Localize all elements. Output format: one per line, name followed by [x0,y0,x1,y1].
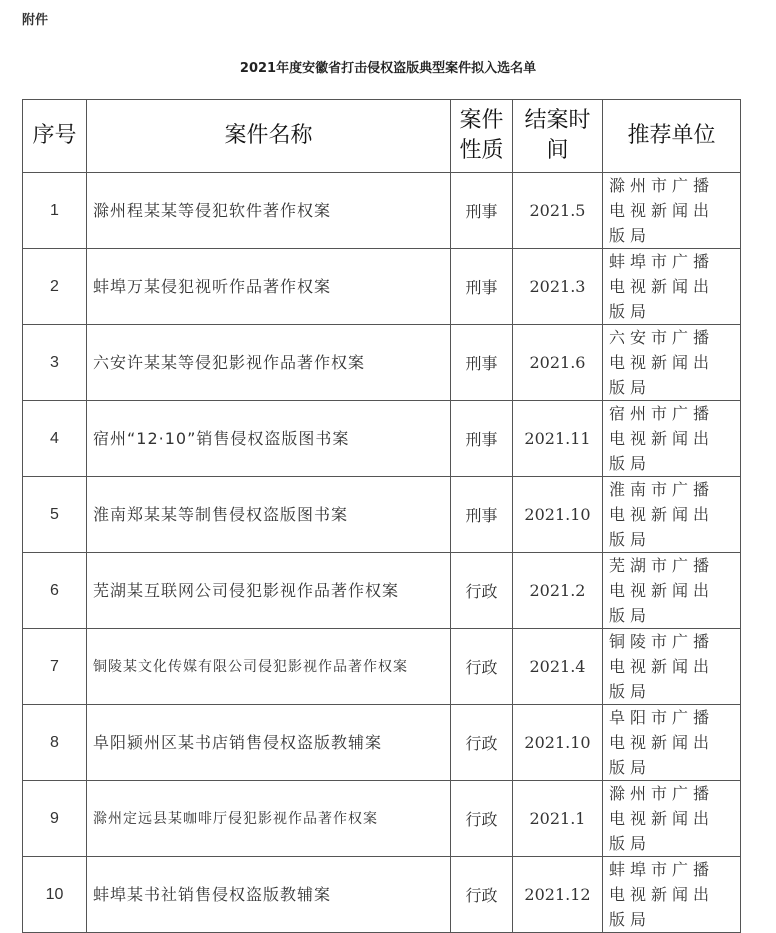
table-row [23,401,741,477]
document-title: 2021年度安徽省打击侵权盗版典型案件拟入选名单 [239,61,537,76]
row-case-name: 宿州“12·10”销售侵权盗版图书案 [87,401,451,477]
row-serial: 5 [23,477,87,553]
row-nature: 刑事 [451,477,513,553]
row-recommending-unit: 阜阳市广播电视新闻出版局 [603,705,741,781]
row-closing-time: 2021.12 [513,857,603,933]
row-recommending-unit: 蚌埠市广播电视新闻出版局 [603,857,741,933]
table-row [23,477,741,553]
row-closing-time: 2021.11 [513,401,603,477]
row-case-name: 阜阳颍州区某书店销售侵权盗版教辅案 [87,705,451,781]
row-nature: 刑事 [451,249,513,325]
row-closing-time: 2021.10 [513,477,603,553]
header-case-name: 案件名称 [87,100,451,173]
row-recommending-unit: 六安市广播电视新闻出版局 [603,325,741,401]
row-nature: 刑事 [451,173,513,249]
row-closing-time: 2021.5 [513,173,603,249]
row-closing-time: 2021.3 [513,249,603,325]
row-recommending-unit: 蚌埠市广播电视新闻出版局 [603,249,741,325]
table-row [23,629,741,705]
row-case-name: 滁州程某某等侵犯软件著作权案 [87,173,451,249]
row-closing-time: 2021.1 [513,781,603,857]
cases-table [22,99,741,933]
row-case-name: 蚌埠某书社销售侵权盗版教辅案 [87,857,451,933]
row-nature: 行政 [451,705,513,781]
row-nature: 行政 [451,781,513,857]
row-serial: 6 [23,553,87,629]
table-row [23,705,741,781]
row-serial: 3 [23,325,87,401]
row-recommending-unit: 滁州市广播电视新闻出版局 [603,781,741,857]
header-serial: 序号 [23,100,87,173]
row-recommending-unit: 芜湖市广播电视新闻出版局 [603,553,741,629]
row-serial: 8 [23,705,87,781]
row-case-name: 芜湖某互联网公司侵犯影视作品著作权案 [87,553,451,629]
row-nature: 行政 [451,553,513,629]
table-row [23,173,741,249]
attachment-label: 附件 [22,13,49,28]
table-row [23,249,741,325]
table-row [23,857,741,933]
row-serial: 7 [23,629,87,705]
header-nature: 案件性质 [451,100,513,173]
table-row [23,781,741,857]
row-closing-time: 2021.6 [513,325,603,401]
row-serial: 4 [23,401,87,477]
row-nature: 行政 [451,857,513,933]
row-case-name: 蚌埠万某侵犯视听作品著作权案 [87,249,451,325]
row-recommending-unit: 淮南市广播电视新闻出版局 [603,477,741,553]
row-nature: 行政 [451,629,513,705]
row-case-name: 滁州定远县某咖啡厅侵犯影视作品著作权案 [87,781,451,857]
table-row [23,325,741,401]
row-serial: 9 [23,781,87,857]
row-recommending-unit: 铜陵市广播电视新闻出版局 [603,629,741,705]
row-closing-time: 2021.2 [513,553,603,629]
row-serial: 10 [23,857,87,933]
row-nature: 刑事 [451,401,513,477]
row-recommending-unit: 宿州市广播电视新闻出版局 [603,401,741,477]
row-serial: 1 [23,173,87,249]
row-serial: 2 [23,249,87,325]
row-case-name: 六安许某某等侵犯影视作品著作权案 [87,325,451,401]
table-header-row [23,100,741,173]
row-closing-time: 2021.10 [513,705,603,781]
row-case-name: 淮南郑某某等制售侵权盗版图书案 [87,477,451,553]
table-row [23,553,741,629]
row-closing-time: 2021.4 [513,629,603,705]
row-nature: 刑事 [451,325,513,401]
row-case-name: 铜陵某文化传媒有限公司侵犯影视作品著作权案 [87,629,451,705]
header-closing-time: 结案时间 [513,100,603,173]
row-recommending-unit: 滁州市广播电视新闻出版局 [603,173,741,249]
header-recommending-unit: 推荐单位 [603,100,741,173]
